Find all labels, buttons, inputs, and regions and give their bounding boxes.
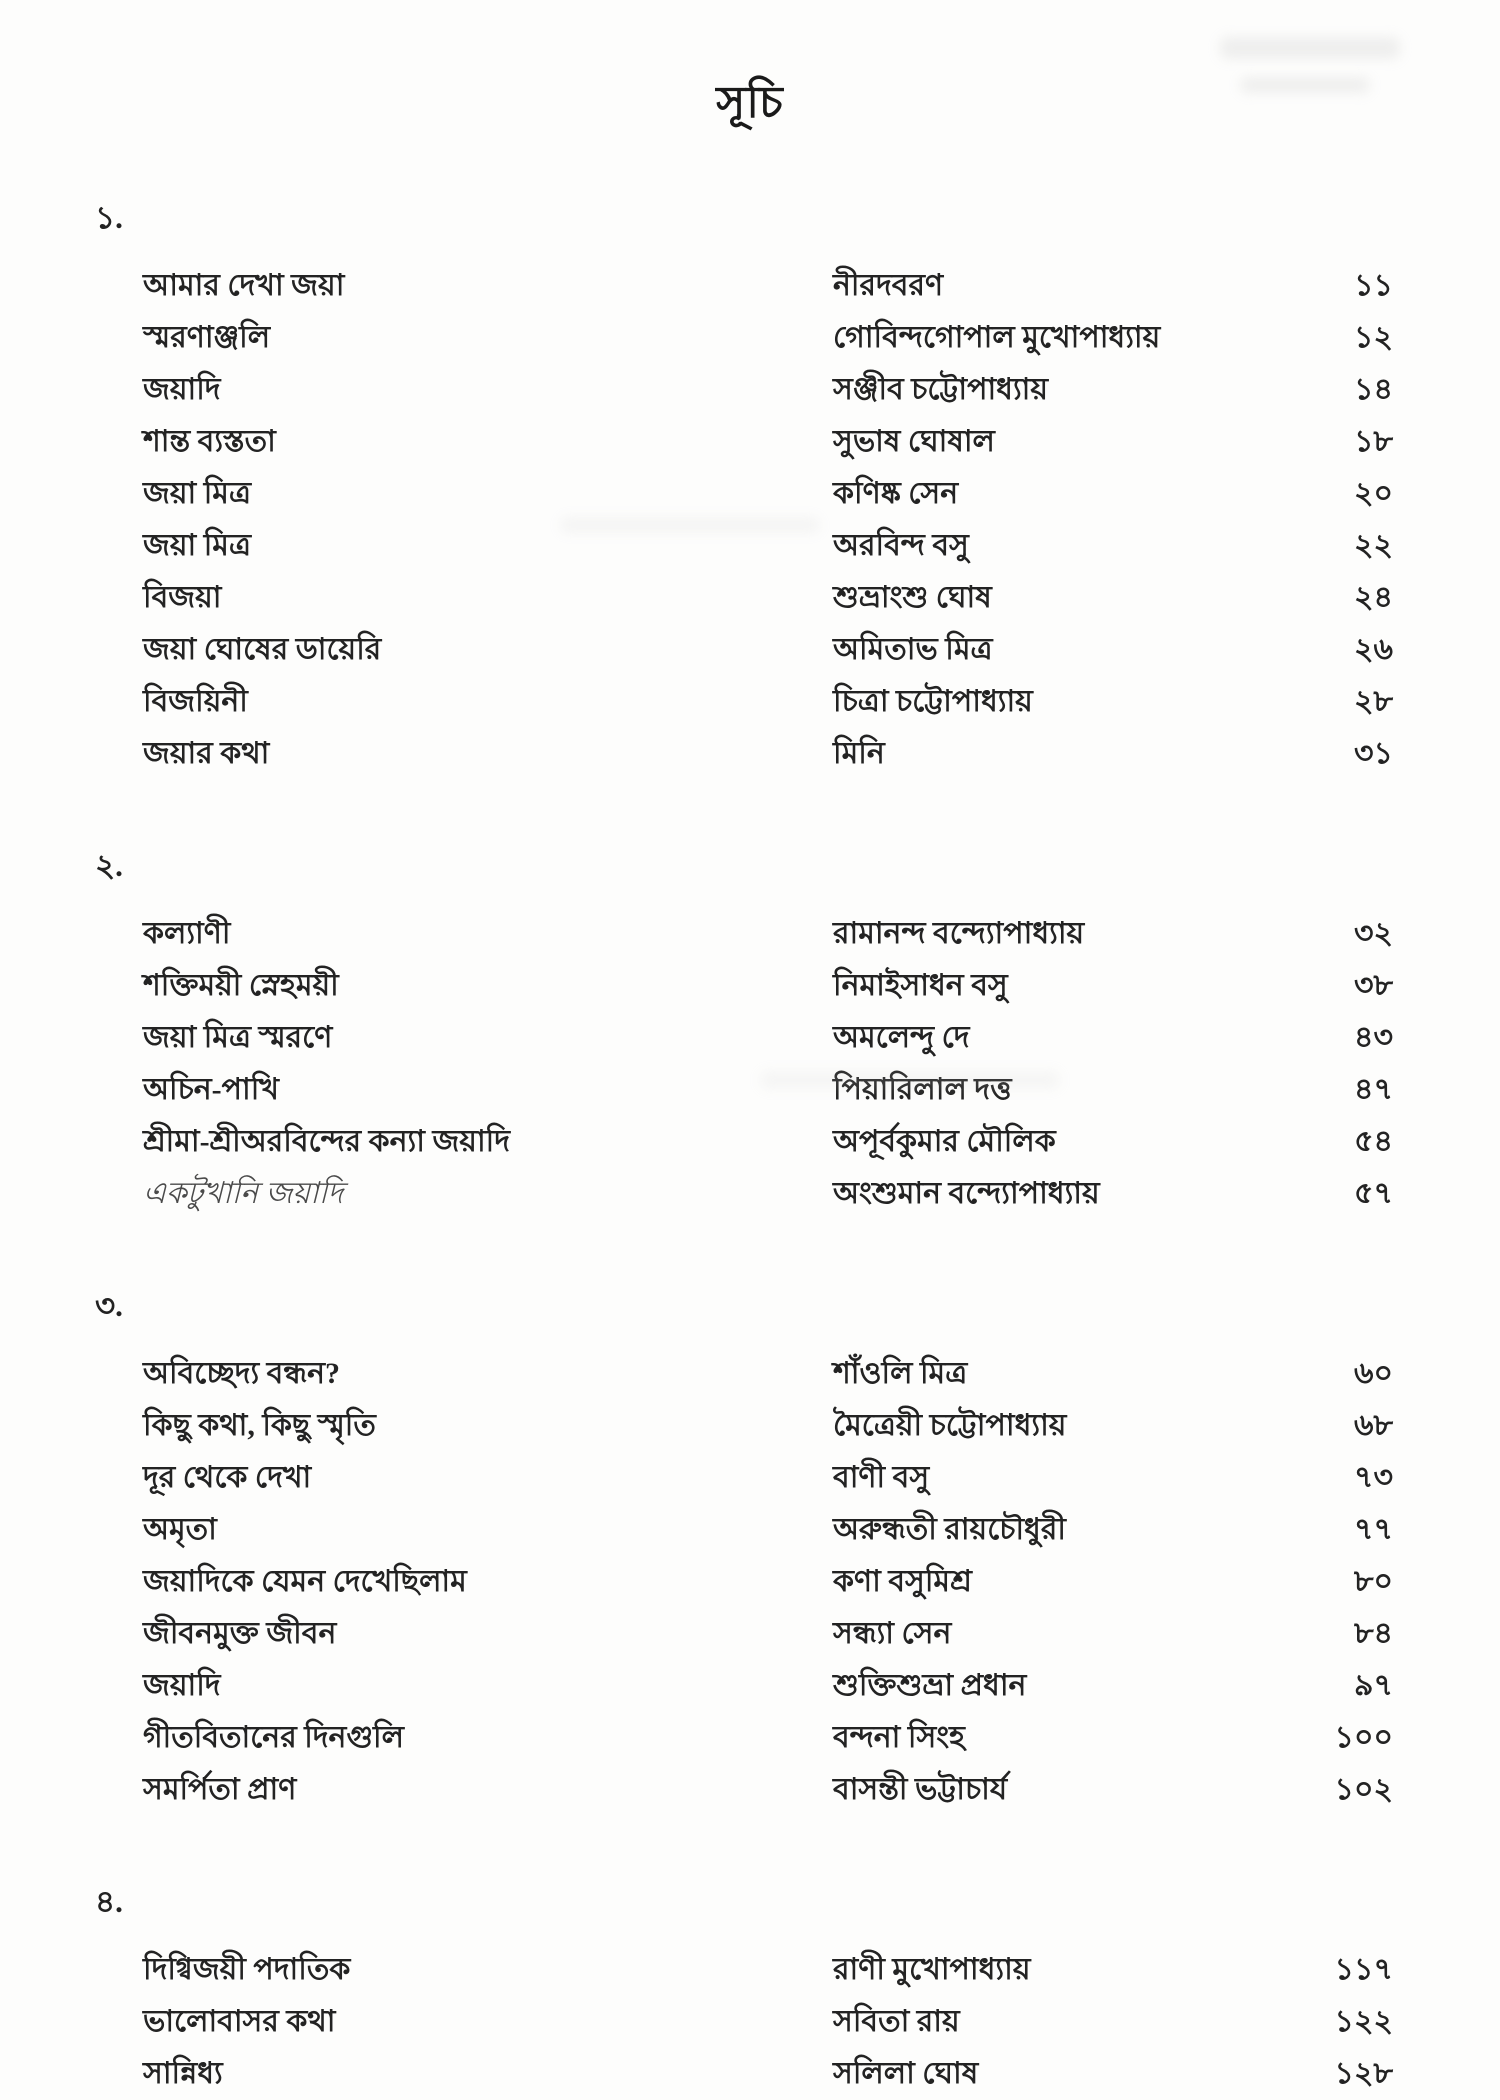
entry-author: রাণী মুখোপাধ্যায় [833,1953,1031,1987]
toc-entry [143,1064,1500,1116]
entry-page: ৪৭ [1354,1073,1393,1107]
entry-author: মিনি [833,737,885,771]
page-title: সূচি [716,78,784,128]
toc-entry [143,572,1500,624]
entry-author: মৈত্রেয়ী চট্টোপাধ্যায় [833,1409,1067,1443]
entry-page: ১২২ [1334,2005,1393,2039]
entry-page: ৯৭ [1354,1669,1393,1703]
entry-page: ৩১ [1354,737,1393,771]
section-number: ৩. [95,1288,123,1324]
entry-title: জয়া মিত্র স্মরণে [143,1021,333,1055]
entry-author: পিয়ারিলাল দত্ত [833,1073,1012,1107]
entry-title: বিজয়িনী [143,685,248,719]
entry-page: ৭৩ [1353,1461,1393,1495]
entry-author: সন্ধ্যা সেন [833,1617,952,1651]
entry-author: সুভাষ ঘোষাল [833,425,995,459]
entry-page: ৫৭ [1354,1177,1393,1211]
entry-page: ২৬ [1353,633,1393,667]
toc-section-2 [0,842,1500,1220]
entry-title: কিছু কথা, কিছু স্মৃতি [143,1409,376,1443]
entry-page: ৪৩ [1354,1021,1393,1055]
entry-author: রামানন্দ বন্দ্যোপাধ্যায় [833,917,1085,951]
entry-author: অমলেন্দু দে [833,1021,970,1055]
entry-title: কল্যাণী [143,917,231,951]
entry-page: ১১৭ [1334,1953,1393,1987]
toc-entry [143,1504,1500,1556]
toc-entry [143,1944,1500,1996]
toc-entry [143,1012,1500,1064]
entry-author: অংশুমান বন্দ্যোপাধ্যায় [833,1177,1100,1211]
entry-author: বাসন্তী ভট্টাচার্য [833,1773,1008,1807]
entry-title: জয়া মিত্র [143,477,251,511]
entry-page: ১৮ [1354,425,1393,459]
toc-section-3 [0,1282,1500,1816]
entry-author: বন্দনা সিংহ [833,1721,965,1755]
entry-author: কণা বসুমিশ্র [833,1565,972,1599]
entry-author: অরবিন্দ বসু [833,529,969,563]
entry-title: জয়াদি [143,1669,221,1703]
section-number: ২. [95,848,123,884]
toc-entry [143,1764,1500,1816]
entry-page: ৬০ [1353,1357,1393,1391]
entry-title: সমর্পিতা প্রাণ [143,1773,297,1807]
section-number: ১. [95,200,123,236]
entry-page: ১৪ [1354,373,1393,407]
entry-title: জয়া মিত্র [143,529,251,563]
entry-title: বিজয়া [143,581,222,615]
scanned-page [0,29,1500,2091]
entry-page: ৩২ [1353,917,1393,951]
entry-author: সবিতা রায় [833,2005,960,2039]
entry-title: সান্নিধ্য [143,2057,223,2091]
toc-entry [143,1712,1500,1764]
entry-title: অবিচ্ছেদ্য বন্ধন? [143,1357,341,1391]
entry-author: নীরদবরণ [833,269,944,303]
entry-author: শুক্তিশুভ্রা প্রধান [833,1669,1027,1703]
entry-title: অচিন-পাখি [143,1073,279,1107]
entry-author: অমিতাভ মিত্র [833,633,993,667]
entry-title: একটুখানি জয়াদি [143,1177,344,1211]
entry-author: শুভ্রাংশু ঘোষ [833,581,992,615]
entry-title: জয়ার কথা [143,737,270,771]
entry-title: আমার দেখা জয়া [143,269,345,303]
entry-page: ৩৮ [1354,969,1393,1003]
toc-entry [143,416,1500,468]
entry-title: ভালোবাসর কথা [143,2005,336,2039]
entry-title: শ্রীমা-শ্রীঅরবিন্দের কন্যা জয়াদি [143,1125,511,1159]
toc-entry [143,312,1500,364]
entry-page: ২৪ [1354,581,1393,615]
toc-entry [143,960,1500,1012]
section-number: ৪. [95,1884,123,1920]
entry-page: ২০ [1353,477,1393,511]
entry-page: ৮০ [1354,1565,1393,1599]
entry-title: জীবনমুক্ত জীবন [143,1617,337,1651]
entry-author: বাণী বসু [833,1461,930,1495]
entry-author: চিত্রা চট্টোপাধ্যায় [833,685,1033,719]
entry-page: ৫৪ [1354,1125,1393,1159]
entry-page: ৮৪ [1354,1617,1393,1651]
toc-entry [143,1996,1500,2048]
entry-page: ৬৮ [1354,1409,1393,1443]
entry-title: দূর থেকে দেখা [143,1461,312,1495]
toc-entry [143,676,1500,728]
entry-page: ২৮ [1354,685,1393,719]
entry-author: কণিষ্ক সেন [833,477,959,511]
entry-title: গীতবিতানের দিনগুলি [143,1721,404,1755]
toc-entry [143,520,1500,572]
entry-author: সলিলা ঘোষ [833,2057,979,2091]
entry-author: সঞ্জীব চট্টোপাধ্যায় [833,373,1049,407]
toc-section-4 [0,1878,1500,2100]
toc-entry [143,1660,1500,1712]
toc-entry [143,1116,1500,1168]
entry-page: ১০২ [1334,1773,1393,1807]
entry-page: ১০০ [1334,1721,1393,1755]
toc-entry [143,1608,1500,1660]
entry-page: ২২ [1353,529,1393,563]
entry-author: শাঁওলি মিত্র [833,1357,968,1391]
entry-title: অমৃতা [143,1513,217,1547]
toc-entry [143,2048,1500,2100]
toc-section-1 [0,194,1500,780]
entry-page: ১২ [1354,321,1393,355]
toc-entry [143,1400,1500,1452]
toc-entry [143,728,1500,780]
entry-author: অপূর্বকুমার মৌলিক [833,1125,1056,1159]
entry-title: জয়াদিকে যেমন দেখেছিলাম [143,1565,467,1599]
entry-page: ১১ [1354,269,1393,303]
toc-entry [143,624,1500,676]
entry-author: নিমাইসাধন বসু [833,969,1008,1003]
toc-entry [143,364,1500,416]
entry-title: শান্ত ব্যস্ততা [143,425,276,459]
toc-entry [143,1168,1500,1220]
entry-author: অরুন্ধতী রায়চৌধুরী [833,1513,1066,1547]
entry-title: জয়াদি [143,373,221,407]
entry-title: স্মরণাঞ্জলি [143,321,271,355]
toc-entry [143,260,1500,312]
entry-author: গোবিন্দগোপাল মুখোপাধ্যায় [833,321,1161,355]
toc-sections [0,194,1500,2100]
toc-entry [143,908,1500,960]
entry-page: ৭৭ [1353,1513,1393,1547]
toc-entry [143,1556,1500,1608]
entry-title: শক্তিময়ী স্নেহময়ী [143,969,339,1003]
toc-entry [143,1348,1500,1400]
entry-page: ১২৮ [1334,2057,1393,2091]
toc-entry [143,468,1500,520]
entry-title: দিগ্বিজয়ী পদাতিক [143,1953,351,1987]
entry-title: জয়া ঘোষের ডায়েরি [143,633,382,667]
toc-entry [143,1452,1500,1504]
